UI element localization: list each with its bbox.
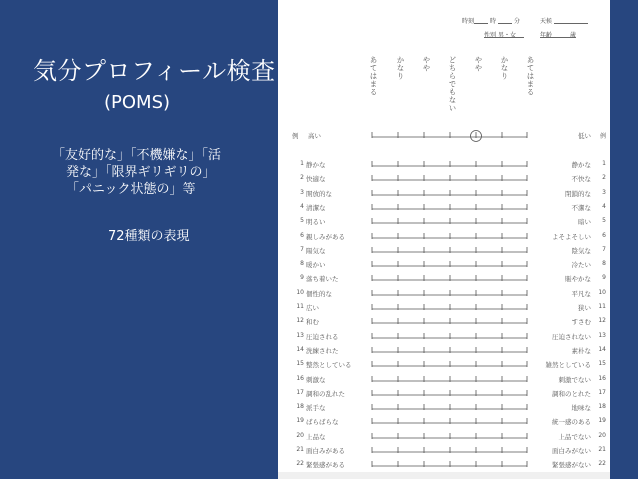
- item-right-word: 平凡な: [571, 289, 591, 298]
- scale-label: あてはまる: [526, 56, 535, 96]
- item-right-number: 9: [602, 274, 606, 282]
- item-right-word: 緊張感がない: [552, 461, 591, 470]
- item-left-word: 圧迫される: [306, 332, 339, 341]
- item-row: [278, 174, 610, 186]
- scale-label: どちらでもない: [448, 56, 457, 112]
- item-number: 16: [296, 374, 304, 382]
- item-number: 3: [300, 188, 304, 196]
- item-left-word: 緊張感がある: [306, 461, 345, 470]
- description-line: 「パニック状態の」等: [66, 182, 196, 197]
- item-right-number: 8: [602, 260, 606, 268]
- item-row: [278, 303, 610, 315]
- example-right-word: 低い: [578, 132, 591, 140]
- item-number: 10: [296, 288, 304, 296]
- example-label: 例: [292, 132, 299, 140]
- example-right-label: 例: [599, 133, 606, 140]
- scale-label: あてはまる: [369, 56, 378, 96]
- item-number: 11: [296, 303, 304, 310]
- item-scale-line[interactable]: [370, 188, 530, 200]
- item-scale-line[interactable]: [370, 302, 530, 314]
- types-note: 72種類の表現: [108, 229, 190, 244]
- sheet-bottom-strip: [278, 472, 610, 479]
- item-right-number: 1: [602, 160, 606, 167]
- item-left-word: 洗練された: [306, 346, 339, 355]
- time-label: 時刻: [462, 18, 475, 25]
- item-number: 19: [296, 417, 304, 425]
- item-scale-line[interactable]: [370, 173, 530, 185]
- item-right-word: 閉鎖的な: [565, 189, 591, 198]
- description-block: [52, 147, 221, 198]
- item-number: 14: [296, 345, 304, 353]
- item-left-word: 上品な: [306, 432, 326, 441]
- scale-label: かなり: [500, 56, 509, 80]
- item-row: [278, 317, 610, 329]
- item-right-word: 統一感のある: [552, 418, 591, 427]
- item-scale-line[interactable]: [370, 459, 530, 471]
- example-scale-line: [370, 130, 530, 144]
- sex-line: [484, 37, 524, 38]
- item-row: [278, 332, 610, 344]
- item-right-word: 不快な: [571, 175, 591, 184]
- item-row: [278, 274, 610, 286]
- scale-label: かなり: [396, 56, 405, 80]
- item-right-word: 圧迫されない: [552, 332, 591, 341]
- item-number: 22: [296, 460, 304, 468]
- hour-label: 時: [490, 18, 497, 25]
- item-right-word: よそよそしい: [552, 232, 591, 241]
- item-right-number: 7: [602, 245, 606, 253]
- item-right-number: 10: [598, 288, 606, 296]
- item-row: [278, 160, 610, 172]
- item-left-word: 派手な: [306, 404, 326, 413]
- item-right-number: 4: [602, 202, 606, 210]
- item-scale-line[interactable]: [370, 345, 530, 357]
- item-number: 1: [300, 160, 304, 167]
- item-right-word: 面白みがない: [552, 447, 591, 455]
- item-row: [278, 375, 610, 387]
- item-scale-line[interactable]: [370, 402, 530, 414]
- minute-label: 分: [514, 18, 521, 25]
- item-right-number: 6: [602, 231, 606, 239]
- item-scale-line[interactable]: [370, 216, 530, 228]
- item-left-word: 陽気な: [306, 246, 326, 255]
- item-number: 21: [296, 446, 304, 453]
- item-scale-line[interactable]: [370, 245, 530, 257]
- item-scale-line[interactable]: [370, 388, 530, 400]
- weather-line: [554, 23, 588, 24]
- item-number: 12: [296, 317, 304, 325]
- item-right-number: 18: [598, 403, 606, 411]
- item-row: [278, 246, 610, 258]
- right-margin: [610, 0, 638, 479]
- age-line: [540, 37, 576, 38]
- item-right-number: 5: [602, 217, 606, 225]
- item-row: [278, 446, 610, 458]
- age-unit: 歳: [570, 32, 577, 39]
- item-left-word: 面白みがある: [306, 447, 345, 455]
- item-row: [278, 432, 610, 444]
- sex-options: 男・女: [498, 32, 517, 39]
- item-row: [278, 203, 610, 215]
- item-row: [278, 260, 610, 272]
- item-right-number: 16: [598, 374, 606, 382]
- item-row: [278, 346, 610, 358]
- item-scale-line[interactable]: [370, 445, 530, 457]
- item-scale-line[interactable]: [370, 359, 530, 371]
- item-left-word: 調和の乱れた: [306, 389, 345, 398]
- sex-label: 性別: [484, 32, 497, 39]
- item-right-number: 20: [598, 431, 606, 439]
- scale-label: やや: [474, 56, 483, 72]
- item-left-word: 落ち着いた: [306, 275, 339, 284]
- item-scale-line[interactable]: [370, 331, 530, 343]
- item-number: 9: [300, 274, 304, 282]
- item-right-word: 静かな: [571, 161, 591, 169]
- item-right-word: 調和のとれた: [552, 389, 591, 398]
- item-row: [278, 389, 610, 401]
- item-right-word: 不潔な: [571, 203, 591, 212]
- item-right-number: 11: [598, 303, 606, 310]
- item-scale-line[interactable]: [370, 374, 530, 386]
- item-left-word: 個性的な: [306, 289, 332, 298]
- item-scale-line[interactable]: [370, 159, 530, 171]
- item-scale-line[interactable]: [370, 288, 530, 300]
- item-scale-line[interactable]: [370, 259, 530, 271]
- weather-label: 天候: [540, 18, 553, 25]
- item-right-word: 雑然としている: [545, 361, 591, 370]
- item-number: 18: [296, 403, 304, 411]
- item-left-word: ばらばらな: [306, 418, 339, 427]
- item-right-word: 地味な: [571, 404, 591, 413]
- item-left-word: 刺激な: [306, 375, 326, 384]
- item-right-word: 暗い: [578, 218, 591, 227]
- item-right-word: 陰気な: [571, 246, 591, 255]
- item-number: 2: [300, 174, 304, 182]
- item-row: [278, 232, 610, 244]
- item-left-word: 親しみがある: [306, 232, 345, 241]
- item-row: [278, 417, 610, 429]
- item-number: 4: [300, 202, 304, 210]
- item-right-word: 刺激でない: [558, 375, 591, 384]
- item-right-number: 14: [598, 345, 606, 353]
- questionnaire-sheet: [278, 0, 610, 479]
- item-row: [278, 403, 610, 415]
- item-right-number: 12: [598, 317, 606, 325]
- item-number: 15: [296, 360, 304, 368]
- item-row: [278, 217, 610, 229]
- time-line: [474, 23, 488, 24]
- item-right-number: 3: [602, 188, 606, 196]
- item-right-number: 21: [598, 446, 606, 453]
- item-right-word: すさむ: [571, 318, 591, 327]
- item-right-word: 素朴な: [571, 346, 591, 355]
- item-scale-line[interactable]: [370, 316, 530, 328]
- item-left-word: 整然としている: [306, 361, 352, 370]
- item-left-word: 静かな: [306, 161, 326, 169]
- item-right-number: 2: [602, 174, 606, 182]
- example-left-word: 高い: [308, 132, 321, 140]
- item-right-word: 賑やかな: [565, 275, 591, 284]
- item-left-word: 暖かい: [306, 261, 326, 270]
- item-right-number: 22: [598, 460, 606, 468]
- item-row: [278, 460, 610, 472]
- item-left-word: 清潔な: [306, 203, 326, 212]
- item-row: [278, 360, 610, 372]
- item-row: [278, 189, 610, 201]
- item-number: 13: [296, 331, 304, 339]
- hour-line: [498, 23, 512, 24]
- item-right-number: 19: [598, 417, 606, 425]
- item-scale-line[interactable]: [370, 231, 530, 243]
- item-right-word: 上品でない: [558, 432, 591, 441]
- item-number: 6: [300, 231, 304, 239]
- item-number: 5: [300, 217, 304, 225]
- item-right-number: 15: [598, 360, 606, 368]
- item-left-word: 広い: [306, 304, 319, 312]
- item-number: 7: [300, 245, 304, 253]
- item-right-number: 17: [598, 388, 606, 396]
- item-number: 20: [296, 431, 304, 439]
- description-line: 発な」「限界ギリギリの」: [66, 165, 216, 180]
- item-number: 17: [296, 388, 304, 396]
- item-right-number: 13: [598, 331, 606, 339]
- slide-title: 気分プロフィール検査: [33, 57, 276, 85]
- item-number: 8: [300, 260, 304, 268]
- item-row: [278, 289, 610, 301]
- example-row: [278, 131, 610, 143]
- description-line: 「友好的な」「不機嫌な」「活: [52, 148, 222, 163]
- item-scale-line[interactable]: [370, 273, 530, 285]
- item-scale-line[interactable]: [370, 431, 530, 443]
- slide-subtitle: (POMS): [104, 92, 171, 113]
- item-right-word: 狭い: [578, 304, 591, 312]
- scale-label: やや: [422, 56, 431, 72]
- slide-text-panel: [0, 0, 278, 479]
- age-label: 年齢: [540, 32, 553, 39]
- item-left-word: 快適な: [306, 175, 326, 184]
- item-scale-line[interactable]: [370, 416, 530, 428]
- item-left-word: 開放的な: [306, 189, 332, 198]
- item-scale-line[interactable]: [370, 202, 530, 214]
- item-left-word: 和む: [306, 318, 319, 327]
- item-right-word: 冷たい: [571, 261, 591, 270]
- item-left-word: 明るい: [306, 218, 326, 227]
